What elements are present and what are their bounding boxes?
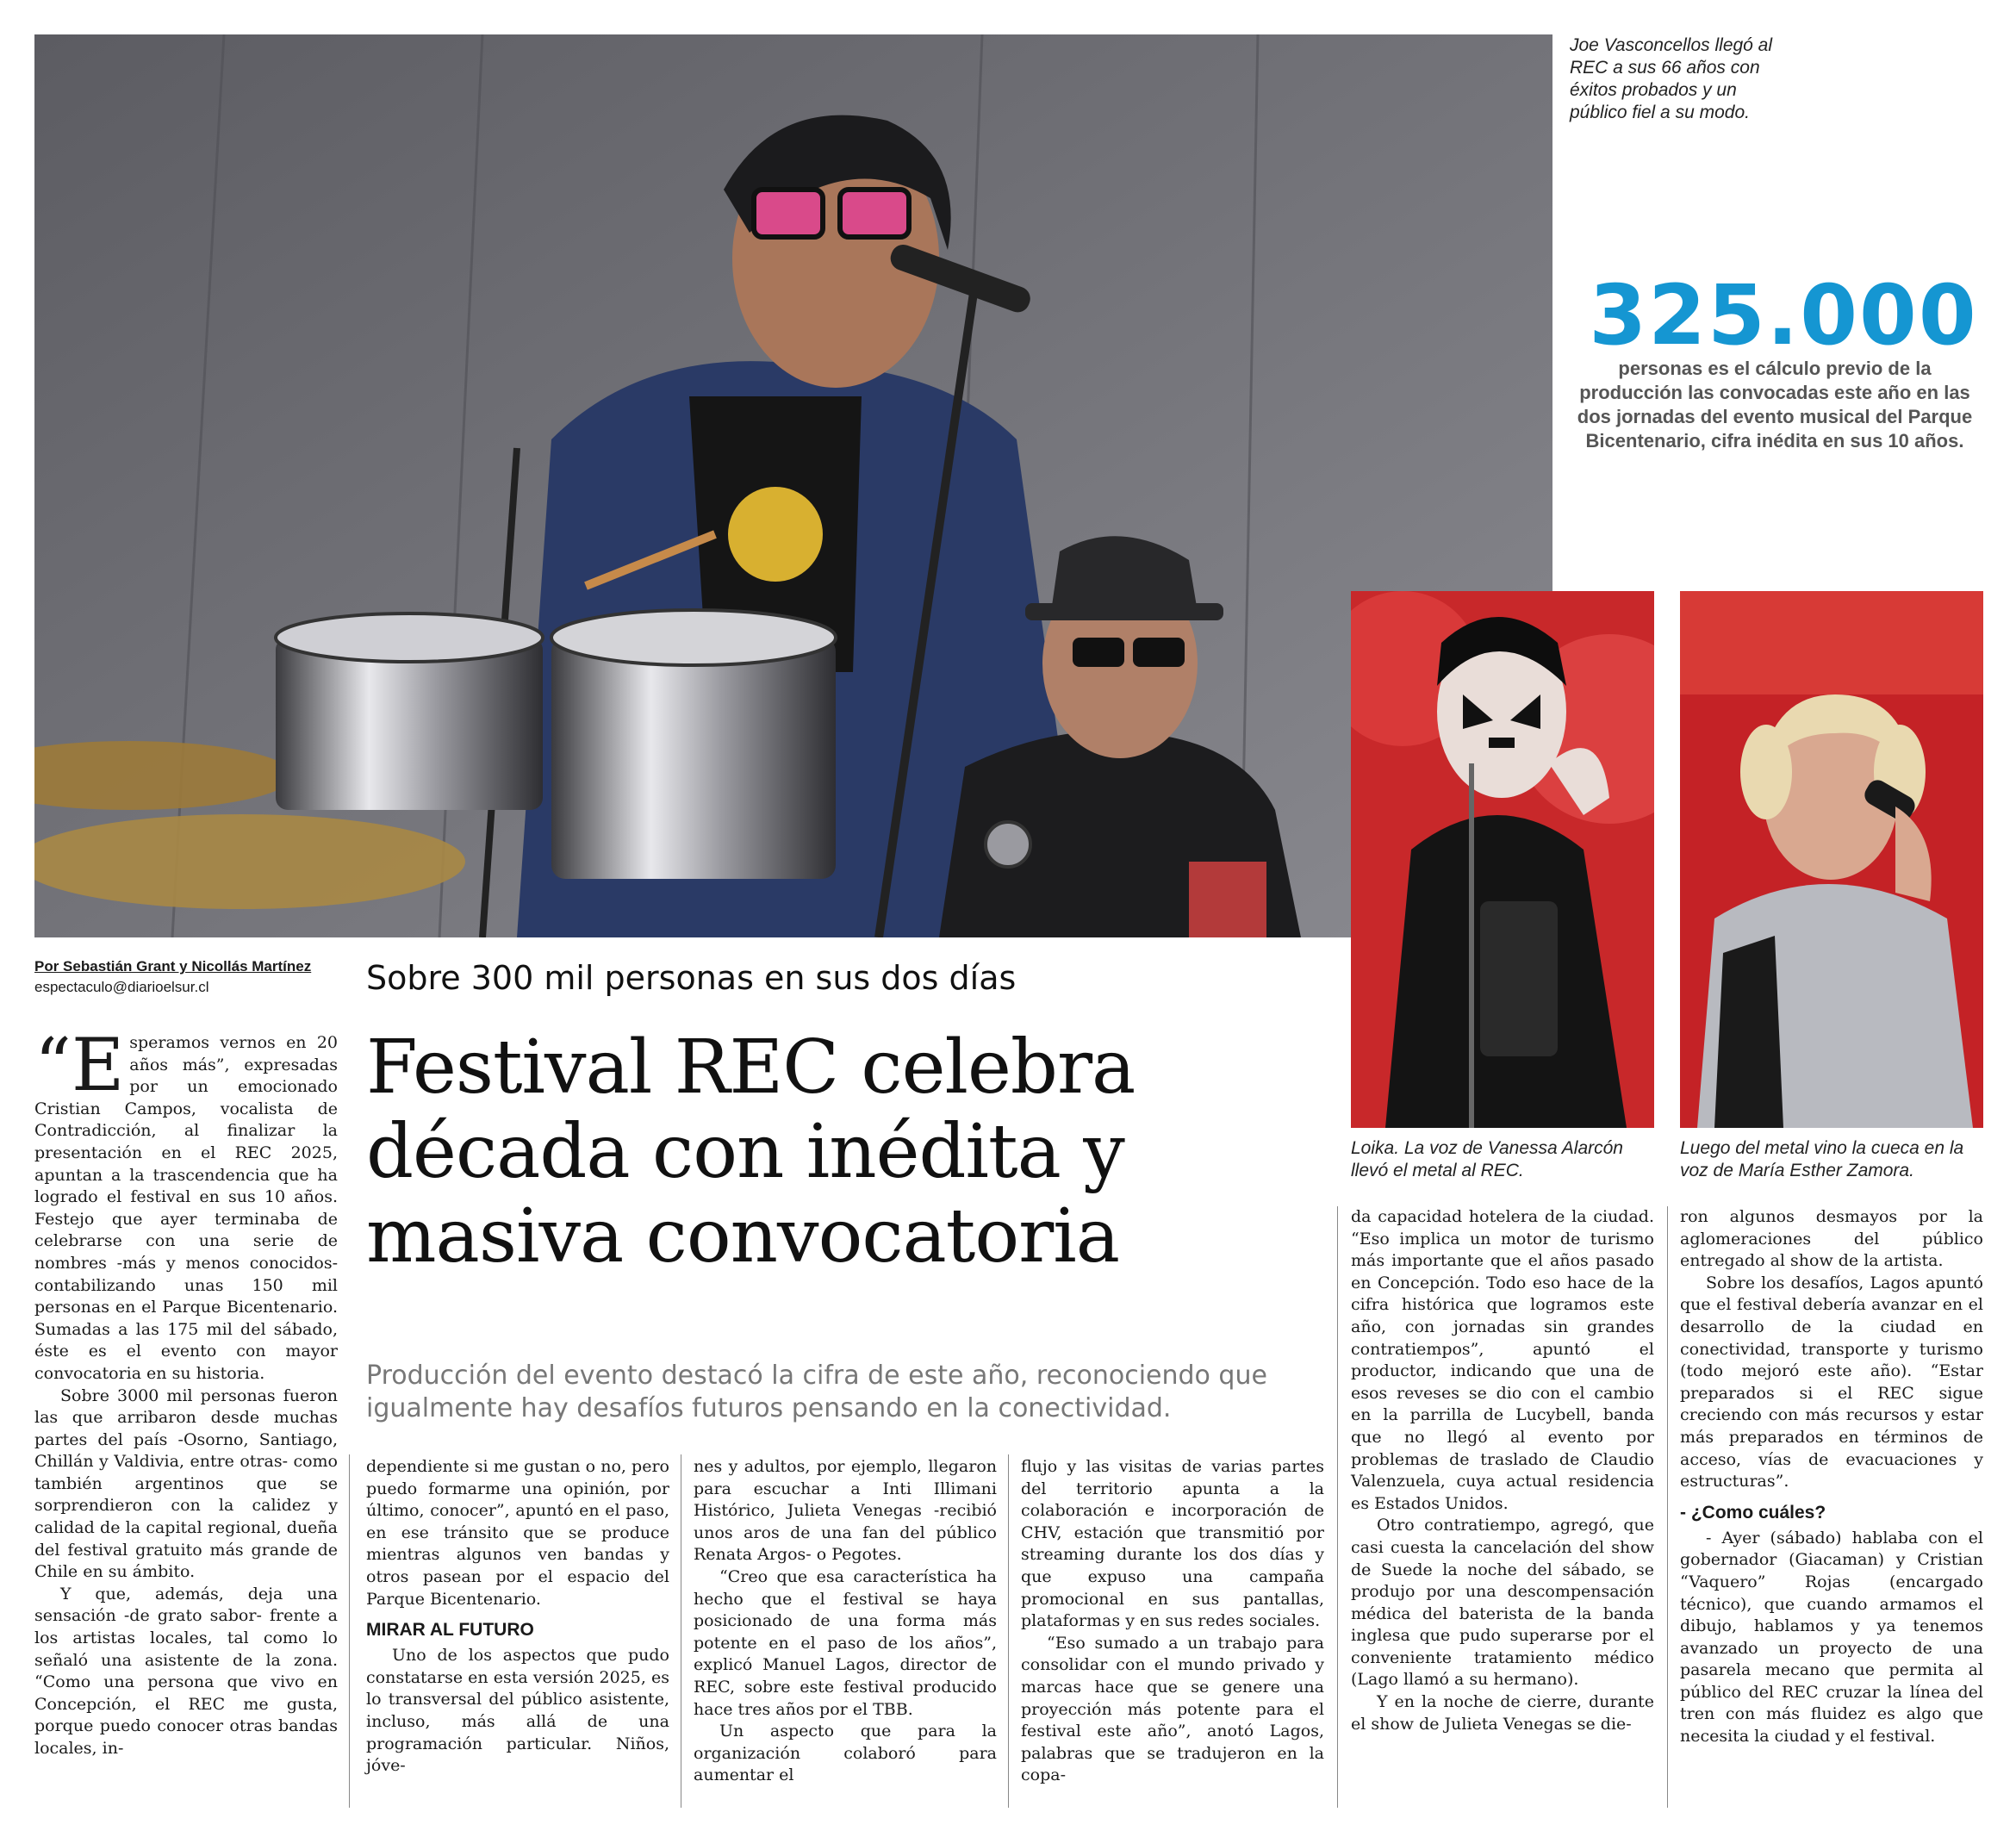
article-column-3 [694,1456,997,1787]
article-column-6 [1680,1206,1983,1748]
column-3-paragraph: “Creo que esa característica ha hecho que el festival se haya posicionado de una forma más potente en el paso de los años”, explicó Manuel Lagos, director de REC, sobre este festival producido hace tres años por el TBB. [694,1566,997,1719]
column-rule [1667,1206,1668,1808]
column-4-paragraph: flujo y las visitas de varias partes del territorio apunta a la colaboración e incorporación de CHV, estación que transmitió por streaming durante los dos días y que expuso una campaña promocional en sus pantallas, plataformas y en sus redes sociales. [1021,1457,1324,1631]
column-3-paragraph: nes y adultos, por ejemplo, llegaron para escuchar a Inti Illimani Histórico, Julieta Venegas -recibió unos aros de una fan del público Renata Argos- o Pegotes. [694,1457,997,1565]
loika-caption: Loika. La voz de Vanessa Alarcón llevó el metal al REC. [1351,1138,1623,1180]
column-4-paragraph: “Eso sumado a un trabajo para consolidar con el mundo privado y marcas hace que se genere una proyección más potente para el festival este año”, anotó Lagos, palabras que se tradujeron en la copa- [1021,1633,1324,1785]
zamora-caption: Luego del metal vino la cueca en la voz de María Esther Zamora. [1680,1138,1964,1180]
byline [34,956,345,998]
article-column-1 [34,1023,338,1760]
loika-photo [1351,591,1654,1128]
article-column-2 [366,1456,669,1778]
main-photo [34,34,1552,937]
column-5-paragraph: Otro contratiempo, agregó, que casi cuesta la cancelación del show de Suede la noche del sábado, se produjo por una descompensación médica del baterista de la banda inglesa que pudo superarse por el conveniente tratamiento médico (Lago llamó a su hermano). [1351,1516,1654,1690]
byline-authors: Por Sebastián Grant y Nicollás Martínez [34,958,312,975]
article-deck: Producción del evento destacó la cifra de este año, reconociendo que igualmente hay desafíos futuros pensando en la conectividad. [366,1361,1267,1423]
interview-question: - ¿Como cuáles? [1680,1502,1826,1523]
column-6-paragraph: ron algunos desmayos por la aglomeraciones del público entregado al show de la artista. [1680,1207,1983,1271]
main-photo-caption: Joe Vasconcellos llegó al REC a sus 66 años con éxitos probados y un público fiel a su modo. [1570,35,1773,122]
column-rule [349,1454,350,1808]
byline-email[interactable]: espectaculo@diarioelsur.cl [34,979,209,995]
column-3-paragraph: Un aspecto que para la organización colaboró para aumentar el [694,1722,997,1785]
column-2-paragraph: Uno de los aspectos que pudo constatarse en esta versión 2025, es lo transversal del público asistente, incluso, más allá de una programación particular. Niños, jóve- [366,1646,669,1776]
section-subhead: MIRAR AL FUTURO [366,1620,534,1641]
column-rule [1337,1206,1338,1808]
column-2-paragraph: dependiente si me gustan o no, pero puedo formarme una opinión, por último, conocer”, apuntó en el paso, en ese tránsito que se produce mientras algunos ven bandas y otros pasean por el espacio del Parque Bicentenario. [366,1457,669,1609]
article-kicker: Sobre 300 mil personas en sus dos días [366,959,1017,997]
article-column-4 [1021,1456,1324,1787]
article-column-5 [1351,1206,1654,1735]
column-1-paragraph: speramos vernos en 20 años más”, expresadas por un emocionado Cristian Campos, vocalista de Contradicción, al finalizar la presentación en el REC 2025, apuntan a la trascendencia que ha logrado el festival en sus 10 años. Festejo que ayer terminaba de celebrarse con una serie de nombres -más y menos conocidos- contabilizando unas 150 mil personas en el Parque Bicentenario. Sumadas a las 175 mil del sábado, éste es el evento con mayor convocatoria en su historia. [34,1033,338,1383]
column-1-paragraph: Y que, además, deja una sensación -de grato sabor- frente a los artistas locales, tal como lo señaló una asistente de la zona. “Como una persona que vivo en Concepción, el REC me gusta, porque puedo conocer otras bandas locales, in- [34,1584,338,1758]
column-6-paragraph: - Ayer (sábado) hablaba con el gobernador (Giacaman) y Cristian “Vaquero” Rojas (encargado técnico), que cuando armamos el dibujo, hablamos y ya tenemos avanzado un proyecto de una pasarela mecano que permita al público del REC cruzar la línea del tren con más fluidez es algo que necesita la ciudad y el festival. [1680,1528,1983,1747]
column-rule [1008,1454,1009,1808]
column-5-paragraph: da capacidad hotelera de la ciudad. “Eso implica un motor de turismo más importante que el años pasado en Concepción. Todo eso hace de la cifra histórica que logramos este año, con jornadas sin grandes contratiempos”, apuntó el productor, indicando que una de esos reveses se dio con el cambio en la parrilla de Lucybell, banda que no llegó al evento por problemas de traslado de Claudio Valenzuela, cuya actual residencia es Estados Unidos. [1351,1207,1654,1513]
stat-number: 325.000 [1589,267,1978,364]
stat-text: personas es el cálculo previo de la producción las convocadas este año en las dos jornadas del evento musical del Parque Bicentenario, cifra inédita en sus 10 años. [1577,358,1973,451]
drop-cap: “E [34,1023,125,1107]
article-headline: Festival REC celebra década con inédita y masiva convocatoria [366,1024,1136,1280]
column-5-paragraph: Y en la noche de cierre, durante el show de Julieta Venegas se die- [1351,1692,1654,1734]
column-1-paragraph: Sobre 3000 mil personas fueron las que arribaron desde muchas partes del país -Osorno, Santiago, Chillán y Valdivia, entre otras- como también argentinos que se sorprendieron con la calidez y calidad de la capital regional, dueña del festival gratuito más grande de Chile en su ámbito. [34,1386,338,1582]
zamora-photo [1680,591,1983,1128]
column-6-paragraph: Sobre los desafíos, Lagos apuntó que el festival debería avanzar en el desarrollo de la ciudad en conectividad, transporte y turismo (todo mejoró este año). “Estar preparados si el REC sigue creciendo con más recursos y estar más preparados en términos de acceso, vías de evacuaciones y estructuras”. [1680,1273,1983,1491]
